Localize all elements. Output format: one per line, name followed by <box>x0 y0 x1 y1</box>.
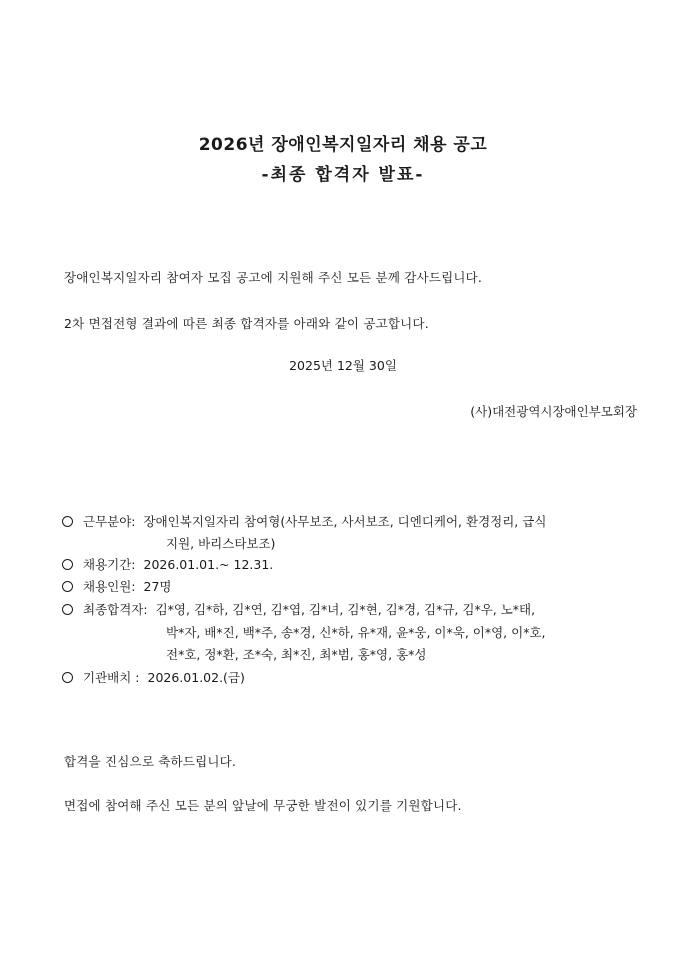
circle-bullet-icon <box>62 559 73 570</box>
info-item-hiring-period <box>62 555 273 573</box>
info-item-work-field <box>62 512 546 530</box>
info-value-hiring-count: 27명 <box>143 579 172 594</box>
closing-wishes: 면접에 참여해 주신 모든 분의 앞날에 무궁한 발전이 있기를 기원합니다. <box>64 798 462 813</box>
document-subtitle: -최종 합격자 발표- <box>261 165 425 185</box>
circle-bullet-icon <box>62 604 73 615</box>
info-value-hiring-period: 2026.01.01.~ 12.31. <box>143 557 274 572</box>
info-value-work-field-continued: 지원, 바리스타보조) <box>166 536 276 551</box>
info-label-work-field: 근무분야: <box>83 514 136 529</box>
info-item-hiring-count <box>62 577 172 595</box>
circle-bullet-icon <box>62 581 73 592</box>
closing-congratulations: 합격을 진심으로 축하드립니다. <box>64 754 237 769</box>
winners-list-line-1: 김*영, 김*하, 김*연, 김*엽, 김*녀, 김*현, 김*경, 김*규, 김*우, 노*태, <box>155 602 536 617</box>
info-label-final-winners: 최종합격자: <box>83 602 148 617</box>
info-value-work-field: 장애인복지일자리 참여형(사무보조, 사서보조, 디엔디케어, 환경정리, 급식 <box>143 514 547 529</box>
winners-list-line-3: 전*호, 정*환, 조*숙, 최*진, 최*범, 홍*영, 홍*성 <box>166 647 427 662</box>
info-label-hiring-period: 채용기간: <box>83 557 136 572</box>
info-value-placement: 2026.01.02.(금) <box>147 670 245 685</box>
document-title: 2026년 장애인복지일자리 채용 공고 <box>198 135 488 155</box>
info-item-placement <box>62 668 245 686</box>
info-item-final-winners <box>62 600 535 618</box>
circle-bullet-icon <box>62 672 73 683</box>
intro-paragraph-thanks: 장애인복지일자리 참여자 모집 공고에 지원해 주신 모든 분께 감사드립니다. <box>64 270 483 285</box>
info-label-placement: 기관배치 : <box>83 670 140 685</box>
winners-list-line-2: 박*자, 배*진, 백*주, 송*경, 신*하, 유*재, 윤*웅, 이*욱, 이*영, 이*호, <box>166 625 546 640</box>
announcement-date: 2025년 12월 30일 <box>289 358 397 373</box>
info-label-hiring-count: 채용인원: <box>83 579 136 594</box>
organization-signature: (사)대전광역시장애인부모회장 <box>470 404 637 419</box>
intro-paragraph-announcement: 2차 면접전형 결과에 따른 최종 합격자를 아래와 같이 공고합니다. <box>64 316 429 331</box>
circle-bullet-icon <box>62 516 73 527</box>
